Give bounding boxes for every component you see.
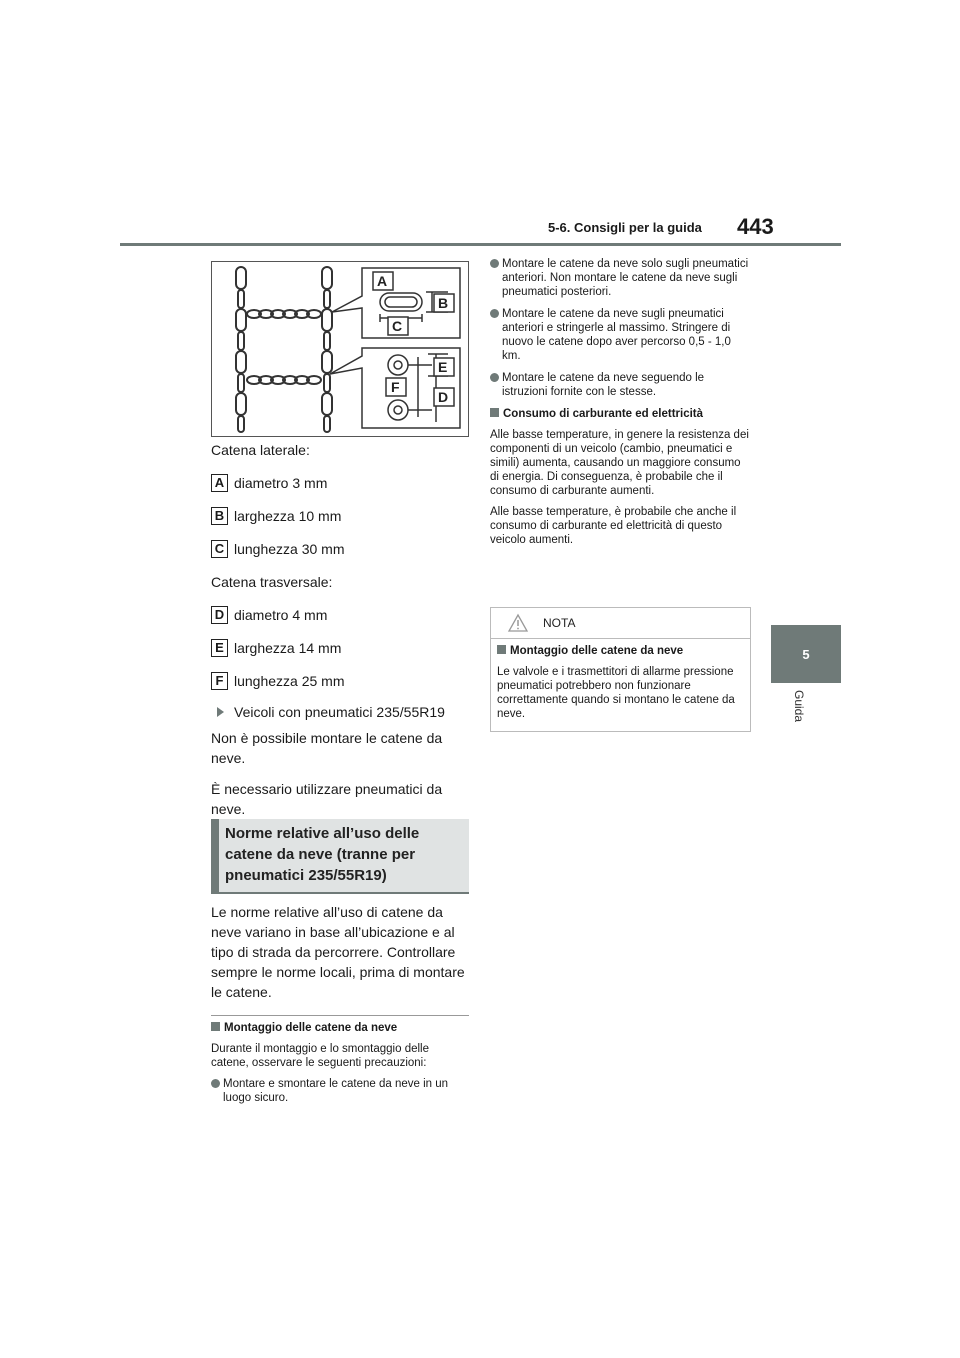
dimension-text: larghezza 14 mm xyxy=(234,640,342,656)
section-title: 5-6. Consigli per la guida xyxy=(548,220,702,235)
round-bullet-icon xyxy=(211,1079,220,1088)
vehicle-item-text: Veicoli con pneumatici 235/55R19 xyxy=(234,704,445,720)
square-bullet-icon xyxy=(490,408,499,417)
cross-chain-title: Catena trasversale: xyxy=(211,574,333,590)
note-header xyxy=(491,608,750,639)
dimension-text: larghezza 10 mm xyxy=(234,508,342,524)
callout-a: A xyxy=(377,273,388,289)
mount-heading: Montaggio delle catene da neve xyxy=(224,1022,398,1034)
callout-e: E xyxy=(438,359,448,375)
bullet-text: Montare e smontare le catene da neve in un luogo sicuro. xyxy=(223,1078,449,1104)
section-heading: Norme relative all’uso delle catene da neve (tranne per pneumatici 235/55R19) xyxy=(225,825,420,884)
chapter-tab xyxy=(771,625,841,683)
callout-b: B xyxy=(438,295,449,311)
callout-c: C xyxy=(392,318,403,334)
square-bullet-icon xyxy=(211,1022,220,1031)
section-heading-box xyxy=(211,819,469,894)
callout-f: F xyxy=(391,379,400,395)
bullet-item xyxy=(490,307,752,363)
dimension-text: lunghezza 25 mm xyxy=(234,673,345,689)
round-bullet-icon xyxy=(490,259,499,268)
dimension-item xyxy=(211,638,469,658)
header-rule xyxy=(120,243,841,246)
fuel-paragraph-2: Alle basse temperature, è probabile che anche il consumo di carburante ed elettricità di questo veicolo aumenti. xyxy=(490,506,737,546)
mount-section xyxy=(211,1021,469,1113)
dimension-item xyxy=(211,605,469,625)
vehicle-item xyxy=(217,704,469,720)
fuel-paragraph-1: Alle basse temperature, in genere la resistenza dei componenti di un veicolo (cambio, pneumatici e simili) aumenta, causando un maggiore consumo di energia. Di conseguenza, è probabile che il consumo di carburante aumenti. xyxy=(490,429,749,497)
note-heading-line xyxy=(497,644,744,658)
bullet-item xyxy=(490,257,752,299)
bullet-text: Montare le catene da neve seguendo le istruzioni fornite con le stesse. xyxy=(502,372,705,398)
note-text: Le valvole e i trasmettitori di allarme pressione pneumatici potrebbero non funzionare correttamente quando si montano le catene da neve. xyxy=(497,666,735,720)
letter-box: E xyxy=(211,639,228,657)
bullet-text: Montare le catene da neve sugli pneumatici anteriori e stringerle al massimo. Stringere di nuovo le catene dopo aver percorso 0,5 - 1,0 km. xyxy=(502,308,731,362)
square-bullet-icon xyxy=(497,645,506,654)
mount-heading-line xyxy=(211,1021,469,1035)
page-number: 443 xyxy=(737,214,774,239)
section-paragraph: Le norme relative all’uso di catene da neve variano in base all’ubicazione e al tipo di strada da percorrere. Controllare sempre le norme locali, prima di montare le catene. xyxy=(211,904,465,1000)
dimension-item xyxy=(211,539,469,559)
letter-box: D xyxy=(211,606,228,624)
letter-box: A xyxy=(211,474,228,492)
side-chain-title: Catena laterale: xyxy=(211,442,310,458)
dimension-text: lunghezza 30 mm xyxy=(234,541,345,557)
dimension-item xyxy=(211,473,469,493)
bullet-item xyxy=(211,1077,469,1105)
bullet-item xyxy=(490,371,752,399)
note-body xyxy=(491,639,750,721)
snow-tires-text: È necessario utilizzare pneumatici da neve. xyxy=(211,781,443,817)
round-bullet-icon xyxy=(490,309,499,318)
right-column xyxy=(490,257,752,554)
dimension-text: diametro 4 mm xyxy=(234,607,328,623)
dimension-item xyxy=(211,506,469,526)
divider xyxy=(211,1015,469,1016)
letter-box: B xyxy=(211,507,228,525)
callout-d: D xyxy=(438,389,449,405)
arrow-icon xyxy=(217,707,224,717)
no-chains-text: Non è possibile montare le catene da neve. xyxy=(211,730,443,766)
dimension-item xyxy=(211,671,469,691)
section-bar xyxy=(211,819,219,892)
fuel-heading-line xyxy=(490,407,752,421)
chapter-number: 5 xyxy=(802,646,810,662)
note-box xyxy=(490,607,751,732)
letter-box: C xyxy=(211,540,228,558)
chapter-label: Guida xyxy=(792,690,806,723)
mount-paragraph: Durante il montaggio e lo smontaggio delle catene, osservare le seguenti precauzioni: xyxy=(211,1043,429,1069)
note-heading: Montaggio delle catene da neve xyxy=(510,645,684,657)
note-title: NOTA xyxy=(543,616,576,630)
letter-box: F xyxy=(211,672,228,690)
dimension-text: diametro 3 mm xyxy=(234,475,328,491)
warning-icon xyxy=(507,613,529,633)
fuel-heading: Consumo di carburante ed elettricità xyxy=(503,408,704,420)
left-column xyxy=(211,440,469,830)
snow-chain-figure xyxy=(211,261,469,437)
bullet-text: Montare le catene da neve solo sugli pneumatici anteriori. Non montare le catene da neve sugli pneumatici posteriori. xyxy=(502,258,749,298)
round-bullet-icon xyxy=(490,373,499,382)
snow-chain-illustration xyxy=(212,262,468,436)
